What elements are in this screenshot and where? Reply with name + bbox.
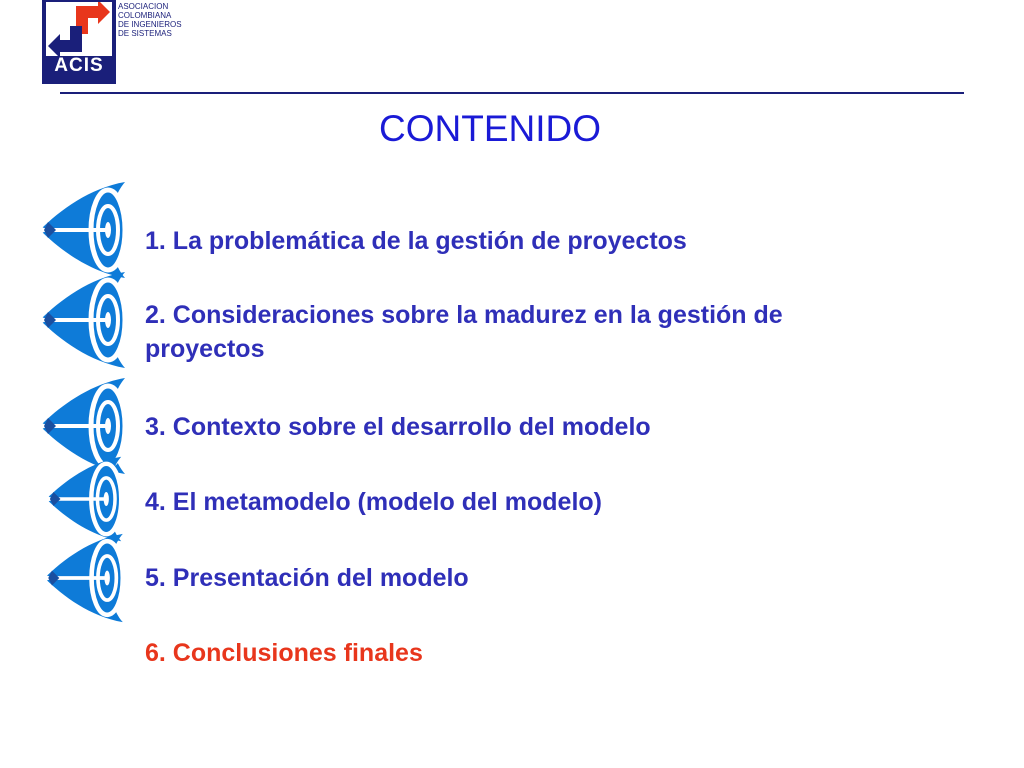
logo-line: COLOMBIANA <box>118 11 172 20</box>
logo-line: ASOCIACION <box>118 2 169 11</box>
logo-acronym: ACIS <box>54 55 104 76</box>
agenda-item: 3. Contexto sobre el desarrollo del modelo <box>145 413 651 441</box>
logo-org-name <box>118 2 182 38</box>
logo-arrows-icon <box>46 2 112 56</box>
slide-title: CONTENIDO <box>379 108 601 149</box>
logo-line: DE SISTEMAS <box>118 29 172 38</box>
target-arrow-icon <box>30 270 140 370</box>
agenda-item: 4. El metamodelo (modelo del modelo) <box>145 488 603 516</box>
target-arrow-icon <box>34 455 138 543</box>
agenda-item: 1. La problemática de la gestión de proyectos <box>145 227 687 255</box>
logo-mark <box>42 0 116 84</box>
logo-line: DE INGENIEROS <box>118 20 182 29</box>
acis-logo <box>42 0 202 85</box>
agenda-item-current: 6. Conclusiones finales <box>145 639 423 667</box>
agenda-item: 2. Consideraciones sobre la madurez en la gestión de proyectos <box>145 301 783 363</box>
target-arrow-icon <box>34 532 138 624</box>
target-arrow-icon <box>30 180 140 280</box>
agenda-item: 5. Presentación del modelo <box>145 564 469 592</box>
header-divider <box>60 92 964 94</box>
